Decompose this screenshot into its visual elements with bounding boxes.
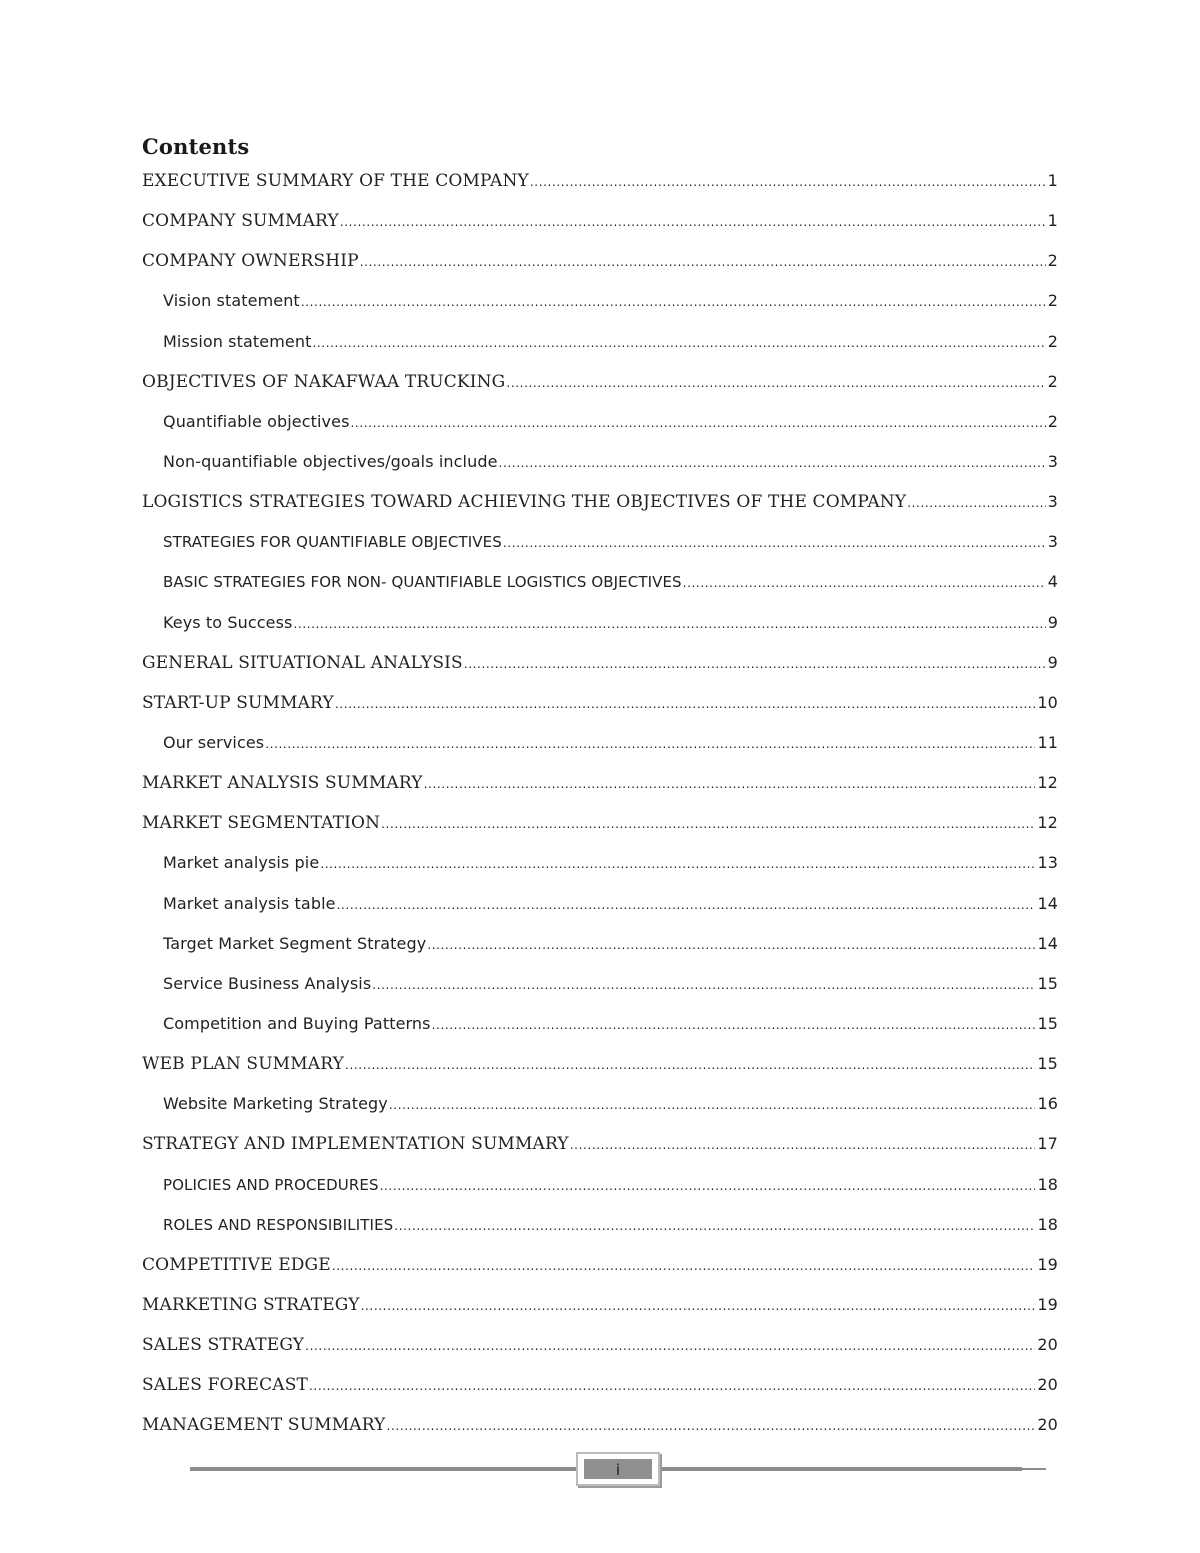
toc-entry-title: Market analysis pie (163, 853, 320, 873)
toc-dot-leader (389, 1087, 1036, 1123)
toc-entry-title: STRATEGIES FOR QUANTIFIABLE OBJECTIVES (163, 533, 502, 552)
toc-dot-leader (320, 846, 1035, 882)
footer-rule-left (190, 1467, 578, 1471)
toc-entry[interactable] (142, 444, 1058, 484)
toc-entry-page-number: 9 (1047, 652, 1058, 672)
toc-entry-page-number: 2 (1047, 371, 1058, 391)
toc-entry-page-number: 19 (1037, 1294, 1058, 1314)
toc-dot-leader (265, 726, 1035, 762)
toc-entry[interactable] (142, 886, 1058, 926)
toc-entry-page-number: 2 (1047, 291, 1058, 311)
toc-entry[interactable] (142, 645, 1058, 685)
toc-entry-title: Service Business Analysis (163, 973, 372, 993)
toc-dot-leader (683, 565, 1046, 601)
table-of-contents (142, 163, 1058, 1448)
toc-entry-page-number: 12 (1037, 773, 1058, 793)
toc-entry-page-number: 14 (1037, 893, 1058, 913)
toc-entry-page-number: 12 (1037, 813, 1058, 833)
toc-entry-title: ROLES AND RESPONSIBILITIES (163, 1215, 394, 1234)
page-number-box (576, 1452, 660, 1486)
toc-dot-leader (380, 1168, 1036, 1204)
toc-entry[interactable] (142, 524, 1058, 564)
toc-entry-title: Mission statement (163, 331, 312, 351)
toc-entry-page-number: 9 (1047, 612, 1058, 632)
toc-dot-leader (432, 1007, 1036, 1043)
toc-entry[interactable] (142, 484, 1058, 524)
toc-entry[interactable] (142, 1046, 1058, 1086)
toc-dot-leader (394, 1208, 1035, 1244)
toc-entry-page-number: 17 (1037, 1134, 1058, 1154)
toc-dot-leader (570, 1127, 1036, 1163)
toc-entry[interactable] (142, 1287, 1058, 1327)
toc-dot-leader (424, 766, 1036, 802)
toc-dot-leader (337, 887, 1036, 923)
toc-entry-title: Quantifiable objectives (163, 411, 350, 431)
toc-entry[interactable] (142, 1327, 1058, 1367)
toc-entry[interactable] (142, 283, 1058, 323)
toc-entry[interactable] (142, 805, 1058, 845)
toc-entry-title: START-UP SUMMARY (142, 692, 334, 713)
toc-entry-title: Website Marketing Strategy (163, 1094, 388, 1114)
toc-entry-page-number: 2 (1047, 331, 1058, 351)
toc-entry-title: GENERAL SITUATIONAL ANALYSIS (142, 652, 463, 673)
toc-entry-page-number: 13 (1037, 853, 1058, 873)
toc-entry-title: Market analysis table (163, 893, 336, 913)
toc-dot-leader (305, 1328, 1035, 1364)
toc-entry[interactable] (142, 966, 1058, 1006)
toc-entry[interactable] (142, 364, 1058, 404)
toc-entry-page-number: 2 (1047, 251, 1058, 271)
toc-entry[interactable] (142, 926, 1058, 966)
toc-entry[interactable] (142, 1006, 1058, 1046)
toc-entry-page-number: 10 (1037, 692, 1058, 712)
toc-entry[interactable] (142, 1167, 1058, 1207)
footer-rule-right (662, 1467, 1022, 1471)
toc-entry[interactable] (142, 203, 1058, 243)
toc-entry[interactable] (142, 324, 1058, 364)
toc-entry-title: SALES FORECAST (142, 1375, 308, 1396)
toc-entry-title: WEB PLAN SUMMARY (142, 1054, 345, 1075)
toc-entry-page-number: 18 (1037, 1214, 1058, 1234)
toc-dot-leader (360, 244, 1046, 280)
toc-dot-leader (335, 686, 1035, 722)
toc-entry-page-number: 14 (1037, 933, 1058, 953)
toc-entry-title: BASIC STRATEGIES FOR NON- QUANTIFIABLE LOGISTICS OBJECTIVES (163, 573, 682, 592)
toc-entry[interactable] (142, 725, 1058, 765)
toc-entry-page-number: 15 (1037, 1054, 1058, 1074)
toc-entry[interactable] (142, 1207, 1058, 1247)
toc-entry-title: COMPANY SUMMARY (142, 211, 339, 232)
toc-entry-title: MARKET ANALYSIS SUMMARY (142, 773, 423, 794)
toc-entry[interactable] (142, 1407, 1058, 1447)
toc-entry-title: Target Market Segment Strategy (163, 933, 427, 953)
toc-entry[interactable] (142, 1086, 1058, 1126)
toc-heading: Contents (142, 134, 250, 159)
toc-dot-leader (503, 525, 1046, 561)
toc-entry-title: MARKET SEGMENTATION (142, 813, 381, 834)
toc-entry-title: Keys to Success (163, 612, 293, 632)
toc-entry-title: OBJECTIVES OF NAKAFWAA TRUCKING (142, 371, 506, 392)
toc-entry-title: COMPANY OWNERSHIP (142, 251, 359, 272)
toc-entry-page-number: 18 (1037, 1174, 1058, 1194)
toc-dot-leader (312, 325, 1045, 361)
toc-entry-page-number: 4 (1047, 572, 1058, 592)
toc-entry-title: Non-quantifiable objectives/goals include (163, 451, 498, 471)
toc-entry-page-number: 19 (1037, 1254, 1058, 1274)
toc-entry-page-number: 2 (1047, 411, 1058, 431)
toc-entry-page-number: 15 (1037, 1013, 1058, 1033)
toc-entry[interactable] (142, 685, 1058, 725)
toc-entry-title: Competition and Buying Patterns (163, 1013, 431, 1033)
toc-entry-page-number: 20 (1037, 1415, 1058, 1435)
toc-entry-title: SALES STRATEGY (142, 1335, 305, 1356)
toc-entry-title: MANAGEMENT SUMMARY (142, 1415, 386, 1436)
toc-entry-page-number: 15 (1037, 973, 1058, 993)
toc-entry-page-number: 16 (1037, 1094, 1058, 1114)
toc-entry-page-number: 3 (1047, 532, 1058, 552)
toc-entry[interactable] (142, 605, 1058, 645)
toc-dot-leader (361, 1288, 1036, 1324)
toc-dot-leader (340, 204, 1046, 240)
toc-dot-leader (907, 485, 1045, 521)
toc-entry-title: LOGISTICS STRATEGIES TOWARD ACHIEVING THE OBJECTIVES OF THE COMPANY (142, 492, 907, 513)
toc-entry[interactable] (142, 1247, 1058, 1287)
toc-entry-title: POLICIES AND PROCEDURES (163, 1175, 379, 1194)
toc-dot-leader (332, 1248, 1036, 1284)
toc-dot-leader (293, 606, 1045, 642)
toc-entry-title: Vision statement (163, 291, 300, 311)
toc-dot-leader (530, 164, 1046, 200)
footer-rule-tail (1020, 1468, 1046, 1470)
toc-dot-leader (387, 1408, 1036, 1444)
toc-entry-title: MARKETING STRATEGY (142, 1294, 360, 1315)
toc-entry-page-number: 3 (1047, 451, 1058, 471)
toc-dot-leader (506, 365, 1045, 401)
toc-entry-page-number: 20 (1037, 1375, 1058, 1395)
toc-entry-page-number: 11 (1037, 732, 1058, 752)
toc-dot-leader (309, 1368, 1035, 1404)
toc-dot-leader (381, 806, 1035, 842)
toc-entry-page-number: 3 (1047, 492, 1058, 512)
toc-entry[interactable] (142, 1367, 1058, 1407)
toc-entry[interactable] (142, 1126, 1058, 1166)
toc-dot-leader (301, 284, 1046, 320)
toc-entry[interactable] (142, 845, 1058, 885)
page-number: i (584, 1459, 652, 1479)
toc-entry[interactable] (142, 564, 1058, 604)
toc-entry-title: Our services (163, 732, 265, 752)
toc-entry-title: STRATEGY AND IMPLEMENTATION SUMMARY (142, 1134, 569, 1155)
toc-entry-title: EXECUTIVE SUMMARY OF THE COMPANY (142, 171, 529, 191)
toc-entry[interactable] (142, 243, 1058, 283)
toc-dot-leader (351, 405, 1046, 441)
toc-dot-leader (499, 445, 1046, 481)
toc-entry-title: COMPETITIVE EDGE (142, 1254, 331, 1275)
toc-entry-page-number: 1 (1047, 211, 1058, 231)
toc-dot-leader (372, 967, 1035, 1003)
toc-dot-leader (345, 1047, 1035, 1083)
toc-dot-leader (427, 927, 1035, 963)
toc-entry[interactable] (142, 404, 1058, 444)
toc-entry-page-number: 1 (1047, 171, 1058, 190)
toc-entry[interactable] (142, 765, 1058, 805)
toc-entry-page-number: 20 (1037, 1335, 1058, 1355)
toc-entry[interactable] (142, 163, 1058, 203)
toc-dot-leader (464, 646, 1046, 682)
